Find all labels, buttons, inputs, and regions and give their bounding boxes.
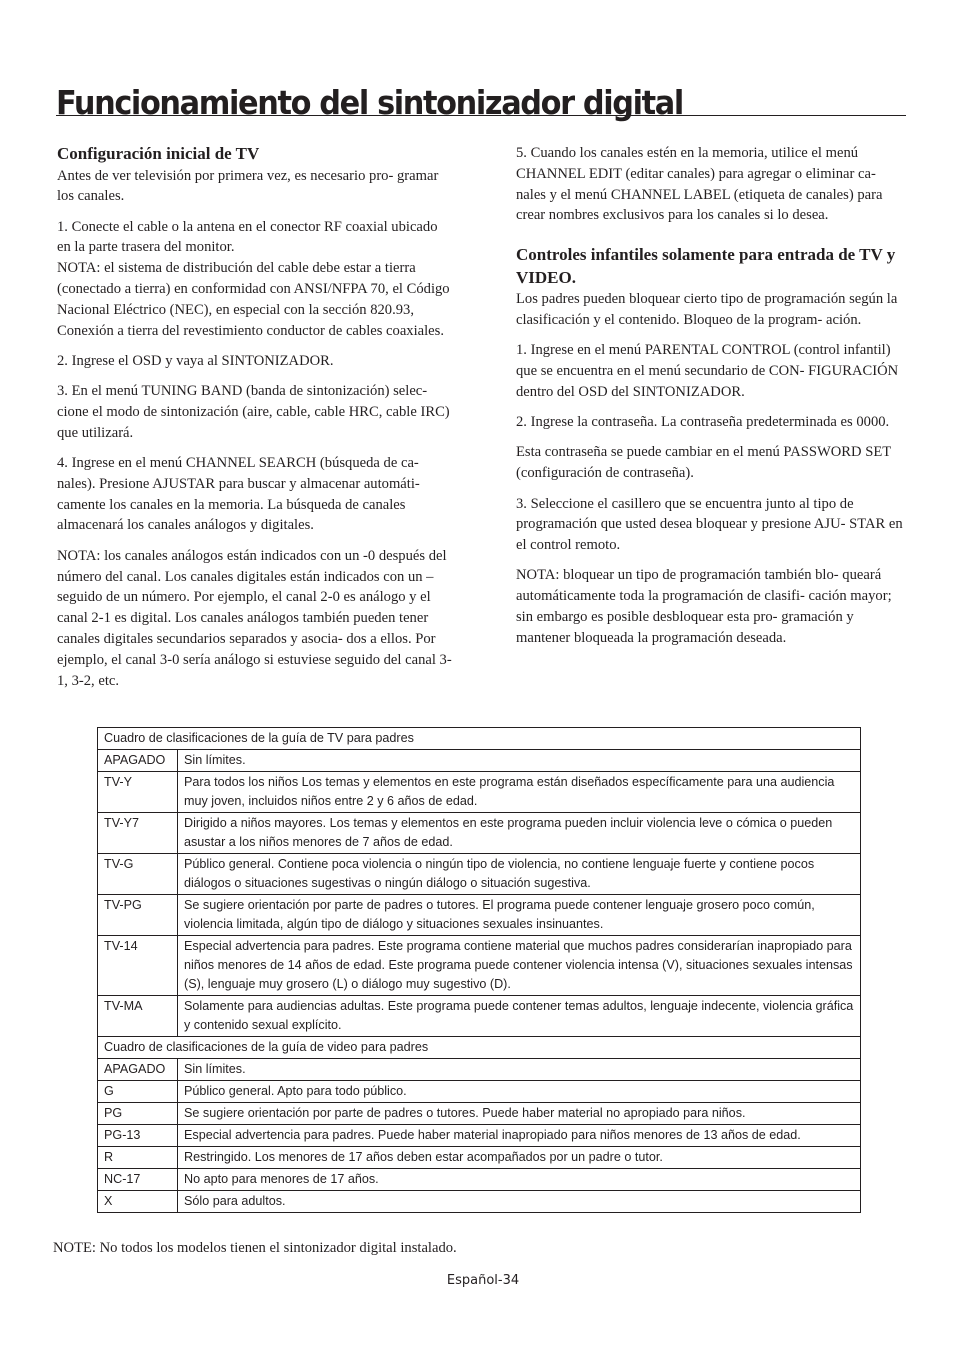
- parental-intro-paragraph: Los padres pueden bloquear cierto tipo de programación según la clasificación y el contenido. Bloqueo de la program- ación.: [516, 291, 898, 328]
- rating-description: Solamente para audiencias adultas. Este programa puede contener temas adultos, lenguaje indecente, violencia gráfica y contenido sexual explícito.: [178, 996, 861, 1037]
- parental-step-3-paragraph: 3. Seleccione el casillero que se encuentra junto al tipo de programación que usted desea bloquear y presione AJU- STAR en el control remoto.: [516, 495, 903, 554]
- table-row: [98, 936, 861, 996]
- table-row: [98, 1191, 861, 1213]
- rating-code: X: [98, 1191, 178, 1213]
- rating-description: Dirigido a niños mayores. Los temas y elementos en este programa pueden incluir violencia leve o cómica o pueden asustar a los niños menores de 7 años de edad.: [178, 813, 861, 854]
- rating-code: TV-14: [98, 936, 178, 996]
- table-row: [98, 750, 861, 772]
- rating-code: TV-PG: [98, 895, 178, 936]
- rating-description: Público general. Apto para todo público.: [178, 1081, 861, 1103]
- rating-code: TV-Y7: [98, 813, 178, 854]
- rating-description: Para todos los niños Los temas y elementos en este programa están diseñados específicamente para una audiencia muy joven, incluidos niños entre 2 y 6 años de edad.: [178, 772, 861, 813]
- table-row: [98, 1103, 861, 1125]
- rating-description: Especial advertencia para padres. Puede haber material inapropiado para niños menores de 13 años de edad.: [178, 1125, 861, 1147]
- rating-description: Público general. Contiene poca violencia o ningún tipo de violencia, no contiene lenguaje fuerte y contiene pocos diálogos o situaciones sugestivas o ningún diálogo o situación sugestiva.: [178, 854, 861, 895]
- rating-code: R: [98, 1147, 178, 1169]
- rating-description: Sólo para adultos.: [178, 1191, 861, 1213]
- parental-note-paragraph: NOTA: bloquear un tipo de programación también blo- queará automáticamente toda la programación de clasifi- cación mayor; sin embargo es posible desbloquear esta pro- gramación y mantener bloqueada la programación deseada.: [516, 567, 892, 646]
- rating-code: PG-13: [98, 1125, 178, 1147]
- table-row: [98, 895, 861, 936]
- step-3-paragraph: 3. En el menú TUNING BAND (banda de sintonización) selec- cione el modo de sintonización (aire, cable, cable HRC, cable IRC) que utilizará.: [57, 383, 450, 441]
- section-heading-parental-controls: Controles infantiles solamente para entrada de TV y VIDEO.: [516, 245, 896, 287]
- rating-description: Se sugiere orientación por parte de padres o tutores. Puede haber material no apropiado para niños.: [178, 1103, 861, 1125]
- rating-description: Restringido. Los menores de 17 años deben estar acompañados por un padre o tutor.: [178, 1147, 861, 1169]
- section-heading-initial-setup: Configuración inicial de TV: [57, 144, 260, 163]
- step-2-paragraph: 2. Ingrese el OSD y vaya al SINTONIZADOR.: [57, 352, 334, 369]
- rating-description: Sin límites.: [178, 750, 861, 772]
- title-underline: [56, 115, 906, 116]
- table-row: [98, 854, 861, 895]
- table-row: [98, 1169, 861, 1191]
- rating-code: PG: [98, 1103, 178, 1125]
- password-note-paragraph: Esta contraseña se puede cambiar en el menú PASSWORD SET (configuración de contraseña).: [516, 444, 891, 482]
- parental-step-1-paragraph: 1. Ingrese en el menú PARENTAL CONTROL (control infantil) que se encuentra en el menú secundario de CON- FIGURACIÓN dentro del OSD del SINTONIZADOR.: [516, 342, 899, 400]
- intro-paragraph: Antes de ver televisión por primera vez, es necesario pro- gramar los canales.: [57, 167, 439, 205]
- table-row: [98, 1081, 861, 1103]
- table-header-row: [98, 1037, 861, 1059]
- tv-ratings-header: Cuadro de clasificaciones de la guía de TV para padres: [98, 728, 861, 750]
- step-1-text: 1. Conecte el cable o la antena en el conector RF coaxial ubicado en la parte trasera del monitor.: [57, 218, 438, 256]
- table-row: [98, 1125, 861, 1147]
- table-row: [98, 996, 861, 1037]
- rating-code: G: [98, 1081, 178, 1103]
- channels-note-paragraph: NOTA: los canales análogos están indicados con un -0 después del número del canal. Los canales digitales están indicados con un – seguido de un número. Por ejemplo, el canal 2-0 es análogo y el canal 2-1 es digital. Los canales análogos también pueden tener canales digitales secundarios separados y asocia- dos a ellos. Por ejemplo, el canal 3-0 sería análogo si estuviese seguido del canal 3-1, 3-2, etc.: [57, 547, 452, 689]
- rating-description: Sin límites.: [178, 1059, 861, 1081]
- right-column: [516, 143, 908, 658]
- rating-description: Se sugiere orientación por parte de padres o tutores. El programa puede contener lenguaje grosero poco común, violencia limitada, algún tipo de diálogo y situaciones sexuales insinuantes.: [178, 895, 861, 936]
- rating-code: TV-G: [98, 854, 178, 895]
- rating-code: TV-Y: [98, 772, 178, 813]
- left-column: [57, 143, 452, 701]
- step-1-paragraph: [57, 217, 452, 342]
- rating-code: NC-17: [98, 1169, 178, 1191]
- rating-code: TV-MA: [98, 996, 178, 1037]
- table-row: [98, 772, 861, 813]
- page-number: Español-34: [446, 1273, 520, 1288]
- step-4-paragraph: 4. Ingrese en el menú CHANNEL SEARCH (búsqueda de ca- nales). Presione AJUSTAR para buscar y almacenar automáti- camente los canales en la memoria. La búsqueda de canales almacenará los canales análogos y digitales.: [57, 455, 420, 534]
- video-ratings-header: Cuadro de clasificaciones de la guía de video para padres: [98, 1037, 861, 1059]
- table-row: [98, 1059, 861, 1081]
- step-1-note: NOTA: el sistema de distribución del cable debe estar a tierra (conectado a tierra) en conformidad con ANSI/NFPA 70, el Código Nacional Eléctrico (NEC), en especial con la sección 820.93, Conexión a tierra del revestimiento conductor de cables coaxiales.: [57, 260, 450, 339]
- footnote: NOTE: No todos los modelos tienen el sintonizador digital instalado.: [53, 1240, 457, 1256]
- table-header-row: [98, 728, 861, 750]
- rating-code: APAGADO: [98, 1059, 178, 1081]
- rating-description: No apto para menores de 17 años.: [178, 1169, 861, 1191]
- page-title: Funcionamiento del sintonizador digital: [56, 83, 683, 122]
- rating-code: APAGADO: [98, 750, 178, 772]
- rating-description: Especial advertencia para padres. Este programa contiene material que muchos padres considerarían inapropiado para niños menores de 14 años de edad. Este programa puede contener violencia intensa (V), situaciones sexuales intensas (S), lenguaje muy grosero (L) o diálogo muy sugestivo (D).: [178, 936, 861, 996]
- parental-step-2-paragraph: 2. Ingrese la contraseña. La contraseña predeterminada es 0000.: [516, 414, 890, 431]
- table-row: [98, 813, 861, 854]
- ratings-table: [97, 727, 861, 1213]
- table-row: [98, 1147, 861, 1169]
- step-5-paragraph: 5. Cuando los canales estén en la memoria, utilice el menú CHANNEL EDIT (editar canales) para agregar o eliminar ca- nales y el menú CHANNEL LABEL (etiqueta de canales) para crear nombres exclusivos para los canales si lo desea.: [516, 145, 883, 224]
